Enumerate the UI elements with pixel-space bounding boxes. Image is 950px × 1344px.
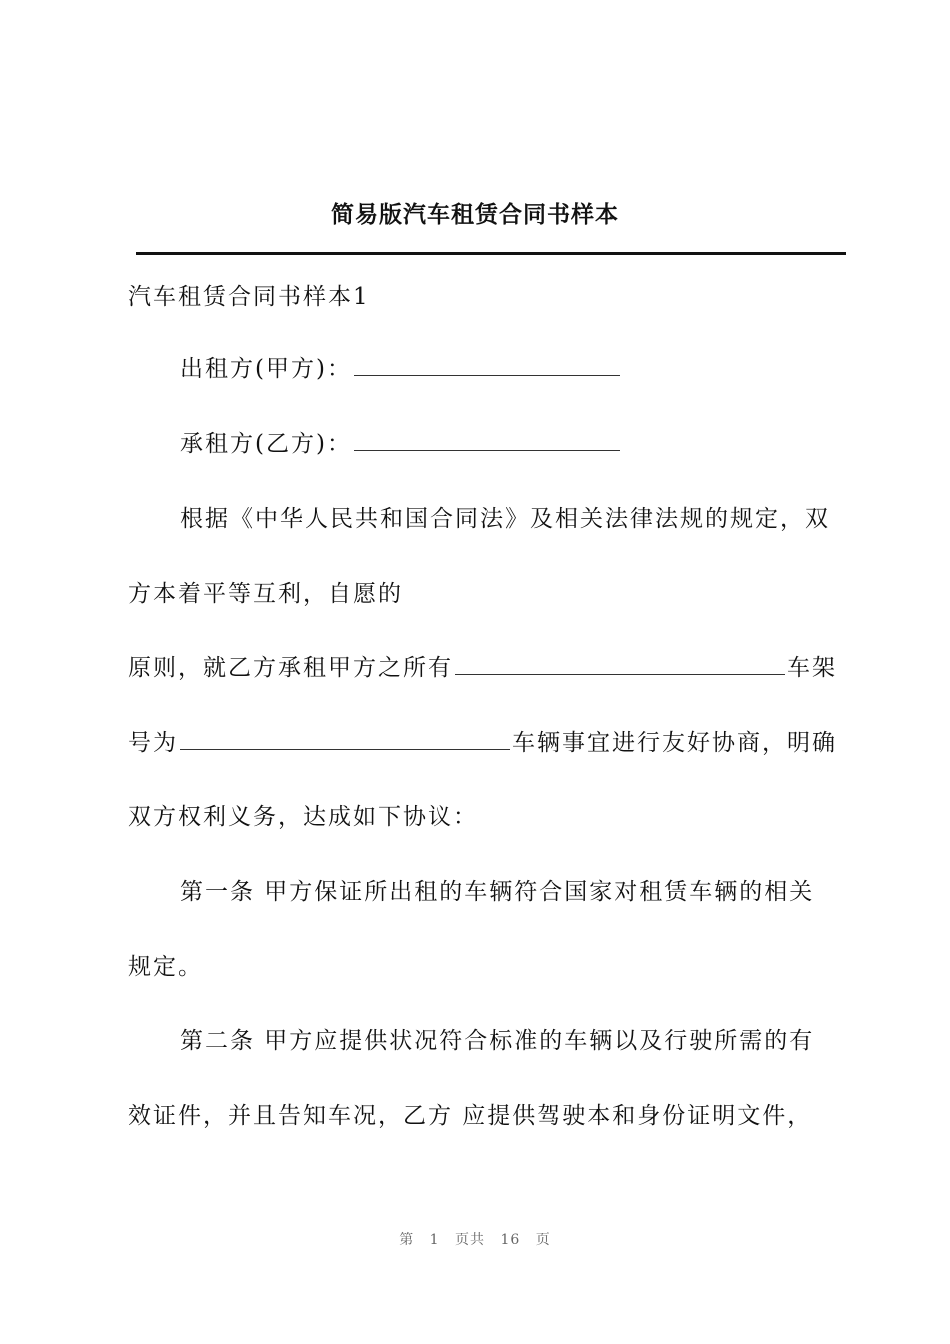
paragraph-1-line-1: 根据《中华人民共和国合同法》及相关法律法规的规定，双 — [180, 506, 830, 532]
paragraph-2-text-c: 号为 — [128, 730, 178, 756]
title-rule — [136, 252, 846, 255]
paragraph-2-line-2 — [128, 727, 837, 759]
contract-heading: 汽车租赁合同书样本1 — [128, 284, 370, 310]
frame-number-blank — [180, 727, 510, 750]
article-1-line-1: 第一条 甲方保证所出租的车辆符合国家对租赁车辆的相关 — [180, 879, 815, 905]
vehicle-blank — [455, 652, 785, 675]
lessor-blank — [354, 353, 620, 376]
paragraph-2-text-d: 车辆事宜进行友好协商，明确 — [512, 730, 837, 756]
document-title: 简易版汽车租赁合同书样本 — [331, 201, 619, 228]
article-1-line-2: 规定。 — [128, 954, 203, 980]
paragraph-2-text-b: 车架 — [787, 655, 837, 681]
lessor-label: 出租方(甲方)： — [180, 356, 352, 382]
paragraph-2-line-1 — [128, 652, 837, 684]
lessor-line — [180, 353, 622, 385]
paragraph-2-text-a: 原则，就乙方承租甲方之所有 — [128, 655, 453, 681]
article-2-line-2: 效证件，并且告知车况，乙方 应提供驾驶本和身份证明文件， — [128, 1103, 813, 1129]
paragraph-2-line-3: 双方权利义务，达成如下协议： — [128, 804, 478, 830]
lessee-blank — [354, 428, 620, 451]
paragraph-1-line-2: 方本着平等互利，自愿的 — [128, 581, 403, 607]
article-2-line-1: 第二条 甲方应提供状况符合标准的车辆以及行驶所需的有 — [180, 1028, 815, 1054]
page-footer: 第 1 页共 16 页 — [399, 1232, 551, 1248]
lessee-line — [180, 428, 622, 460]
lessee-label: 承租方(乙方)： — [180, 431, 352, 457]
